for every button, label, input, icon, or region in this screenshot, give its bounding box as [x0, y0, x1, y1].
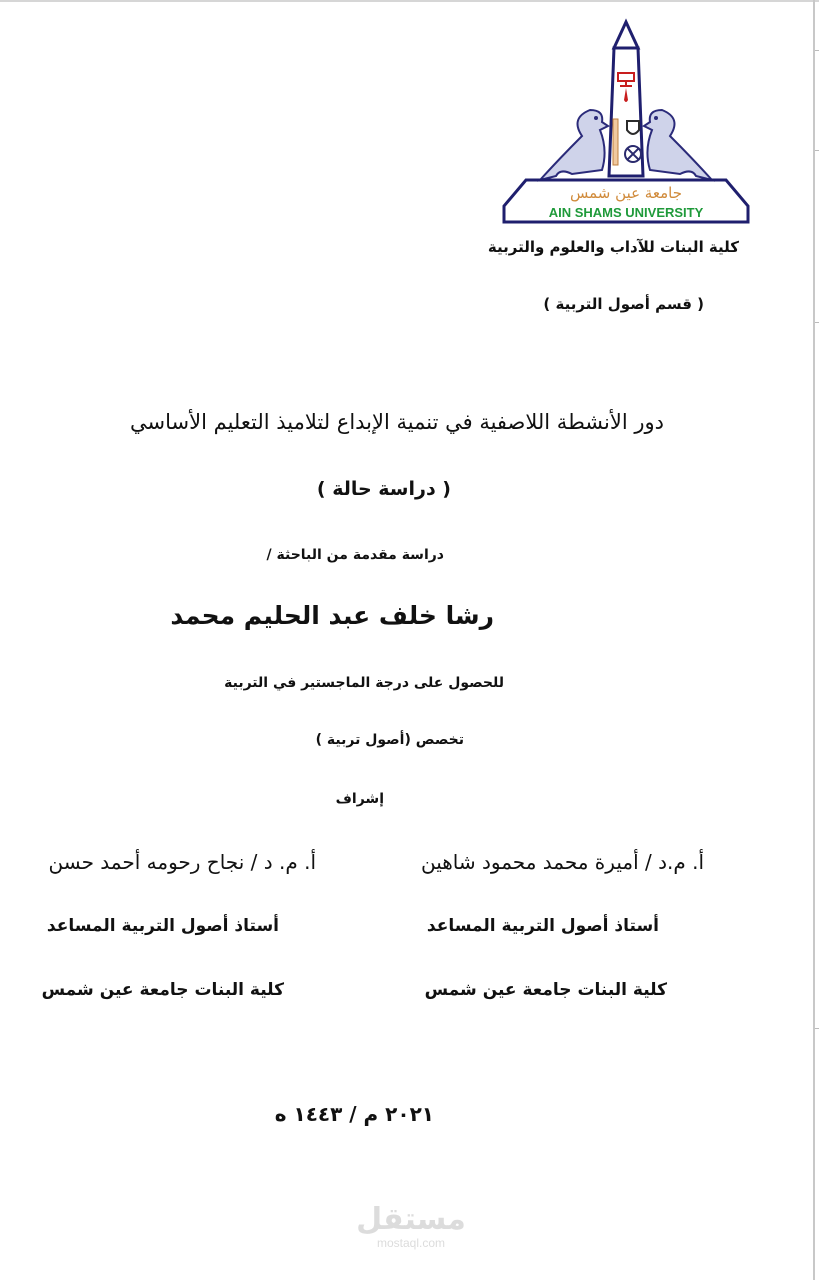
specialization: تخصص (أصول تربية )	[315, 732, 464, 748]
supervisor-2-name: أ. م. د / نجاح رحومه أحمد حسن	[48, 850, 316, 874]
faculty-name: كلية البنات للآداب والعلوم والتربية	[487, 238, 739, 256]
university-logo	[500, 18, 752, 228]
page-right-border	[813, 0, 815, 1280]
supervisor-1-name: أ. م.د / أميرة محمد محمود شاهين	[420, 850, 704, 874]
logo-arabic-text: جامعة عين شمس	[570, 184, 682, 202]
page-top-border	[0, 0, 819, 2]
supervisor-1-title: أستاذ أصول التربية المساعد	[426, 916, 659, 936]
supervision-label: إشراف	[335, 791, 384, 807]
supervisor-2-affiliation: كلية البنات جامعة عين شمس	[41, 980, 284, 1000]
presented-by-label: دراسة مقدمة من الباحثة /	[266, 547, 444, 563]
mostaql-watermark	[356, 1202, 466, 1250]
author-name: رشا خلف عبد الحليم محمد	[170, 601, 494, 630]
ain-shams-university-logo-icon	[500, 18, 752, 228]
submission-date: ٢٠٢١ م / ١٤٤٣ ه	[274, 1102, 434, 1126]
department-name: ( قسم أصول التربية )	[543, 295, 704, 313]
degree-statement: للحصول على درجة الماجستير في التربية	[224, 675, 504, 691]
supervisor-1-affiliation: كلية البنات جامعة عين شمس	[424, 980, 667, 1000]
watermark-english: mostaql.com	[376, 1236, 446, 1250]
thesis-title: دور الأنشطة اللاصفية في تنمية الإبداع لتلاميذ التعليم الأساسي	[130, 410, 664, 434]
thesis-subtitle: ( دراسة حالة )	[316, 478, 451, 500]
supervisor-2-title: أستاذ أصول التربية المساعد	[46, 916, 279, 936]
logo-english-text: AIN SHAMS UNIVERSITY	[548, 205, 704, 220]
watermark-arabic: مستقل	[356, 1202, 466, 1237]
